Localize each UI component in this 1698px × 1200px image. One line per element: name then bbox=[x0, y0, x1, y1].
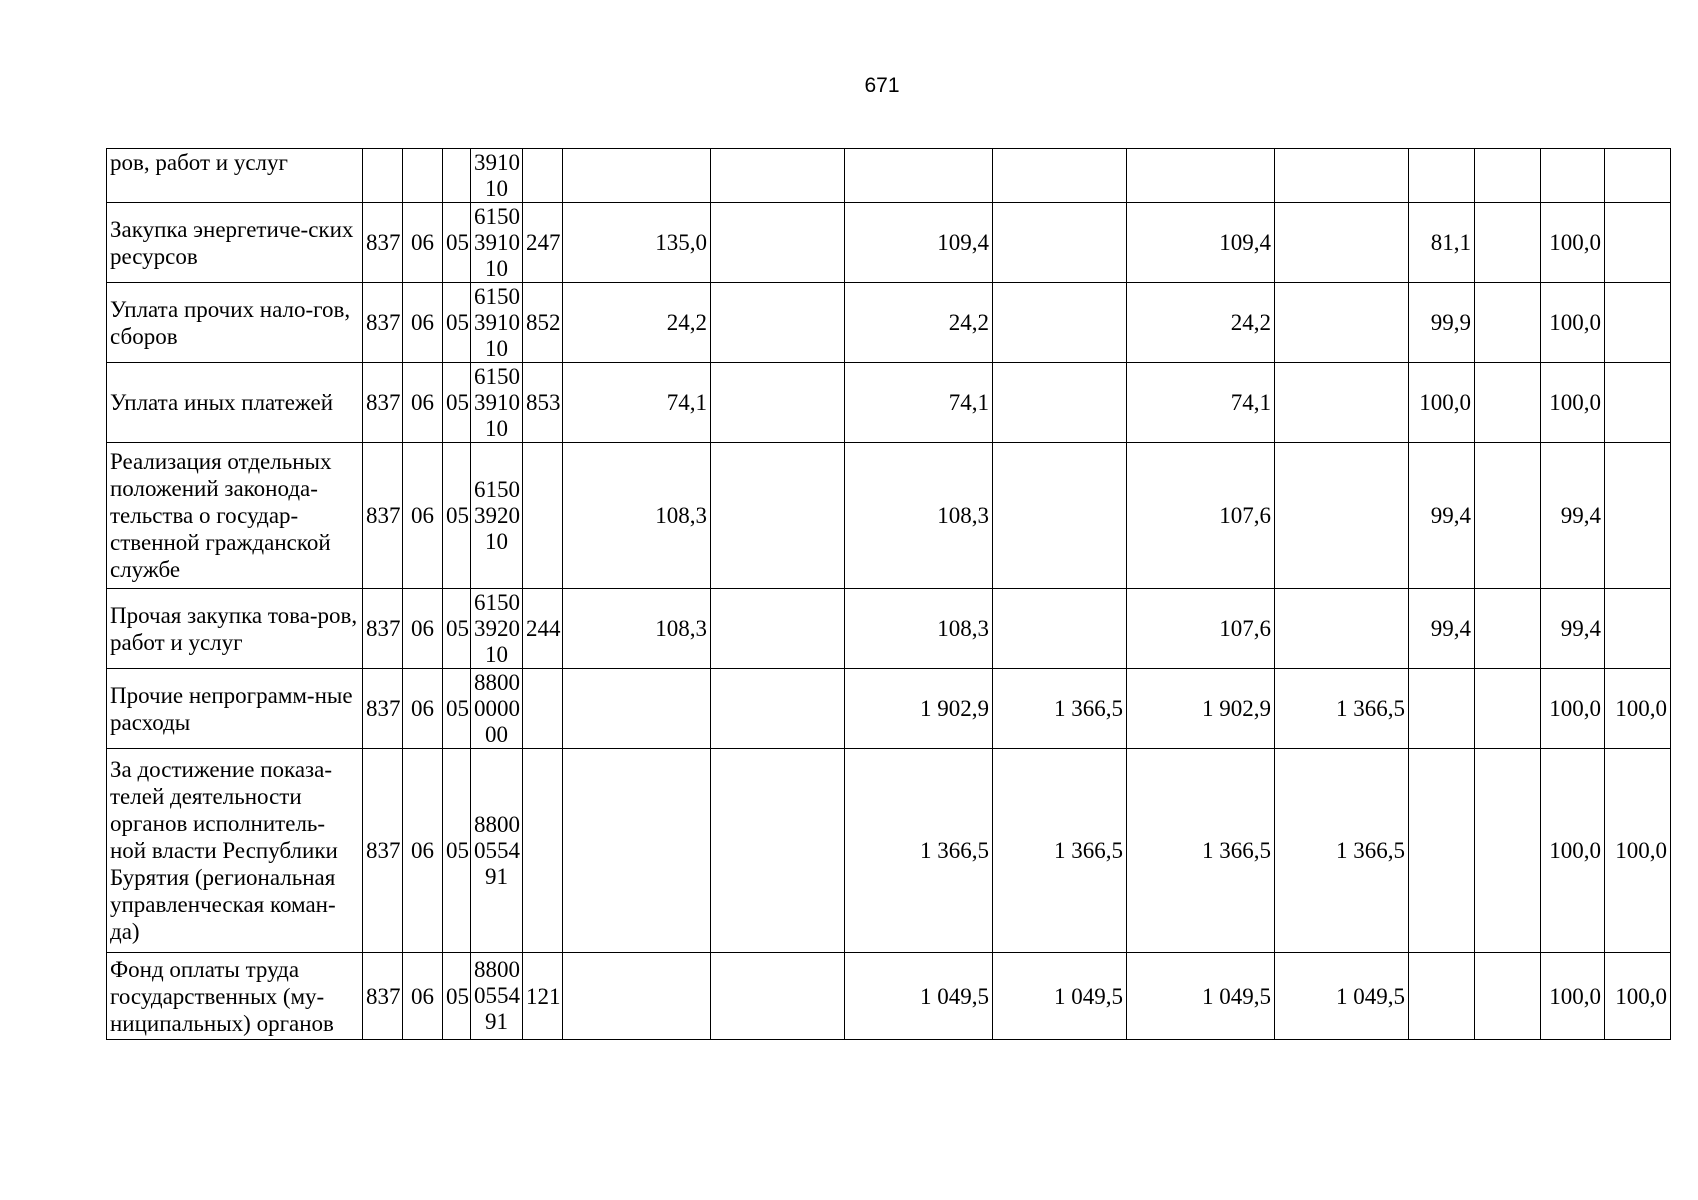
value-cell-v3 bbox=[845, 149, 993, 203]
section-code: 06 bbox=[403, 203, 443, 283]
target-article-code-part: 10 bbox=[485, 175, 508, 201]
target-article-code-part: 6150 bbox=[474, 283, 520, 309]
subsection-code: 05 bbox=[443, 363, 471, 443]
value-cell-v10: 100,0 bbox=[1605, 749, 1671, 953]
value-cell-v4: 1 366,5 bbox=[993, 749, 1127, 953]
target-article-code-part: 10 bbox=[485, 255, 508, 281]
value-cell-v9: 99,4 bbox=[1541, 589, 1605, 669]
value-cell-v7: 100,0 bbox=[1409, 363, 1475, 443]
target-article-code-part: 00 bbox=[485, 721, 508, 747]
value-cell-v7 bbox=[1409, 149, 1475, 203]
value-cell-v10: 100,0 bbox=[1605, 953, 1671, 1040]
row-name: Прочая закупка това-ров, работ и услуг bbox=[107, 589, 363, 669]
value-cell-v4 bbox=[993, 589, 1127, 669]
table-row bbox=[107, 283, 1671, 363]
target-article-code-part: 10 bbox=[485, 641, 508, 667]
table-row bbox=[107, 589, 1671, 669]
value-cell-v8 bbox=[1475, 203, 1541, 283]
grbs-code: 837 bbox=[363, 363, 403, 443]
value-cell-v1: 108,3 bbox=[563, 589, 711, 669]
expense-type-code: 852 bbox=[523, 283, 563, 363]
value-cell-v2 bbox=[711, 953, 845, 1040]
target-article-code-part: 3910 bbox=[474, 389, 520, 415]
target-article-code bbox=[471, 953, 523, 1040]
value-cell-v9: 100,0 bbox=[1541, 669, 1605, 749]
grbs-code: 837 bbox=[363, 669, 403, 749]
budget-table bbox=[106, 148, 1671, 1040]
grbs-code: 837 bbox=[363, 953, 403, 1040]
section-code: 06 bbox=[403, 363, 443, 443]
section-code: 06 bbox=[403, 283, 443, 363]
page-number: 671 bbox=[864, 74, 900, 97]
target-article-code-part: 10 bbox=[485, 528, 508, 554]
row-name: Уплата прочих нало-гов, сборов bbox=[107, 283, 363, 363]
target-article-code bbox=[471, 283, 523, 363]
value-cell-v1 bbox=[563, 749, 711, 953]
value-cell-v6: 1 049,5 bbox=[1275, 953, 1409, 1040]
row-name: Закупка энергетиче-ских ресурсов bbox=[107, 203, 363, 283]
value-cell-v6 bbox=[1275, 443, 1409, 589]
grbs-code: 837 bbox=[363, 443, 403, 589]
target-article-code-part: 10 bbox=[485, 335, 508, 361]
value-cell-v8 bbox=[1475, 149, 1541, 203]
value-cell-v5: 1 366,5 bbox=[1127, 749, 1275, 953]
value-cell-v3: 108,3 bbox=[845, 589, 993, 669]
value-cell-v10 bbox=[1605, 443, 1671, 589]
value-cell-v7: 99,9 bbox=[1409, 283, 1475, 363]
value-cell-v8 bbox=[1475, 363, 1541, 443]
value-cell-v4: 1 366,5 bbox=[993, 669, 1127, 749]
row-name: Реализация отдельных положений законода-тельства о государ-ственной гражданской службе bbox=[107, 443, 363, 589]
value-cell-v5: 109,4 bbox=[1127, 203, 1275, 283]
target-article-code-part: 6150 bbox=[474, 589, 520, 615]
value-cell-v2 bbox=[711, 749, 845, 953]
value-cell-v2 bbox=[711, 669, 845, 749]
value-cell-v8 bbox=[1475, 749, 1541, 953]
value-cell-v4: 1 049,5 bbox=[993, 953, 1127, 1040]
value-cell-v5: 1 902,9 bbox=[1127, 669, 1275, 749]
value-cell-v3: 1 902,9 bbox=[845, 669, 993, 749]
target-article-code-part: 8800 bbox=[474, 811, 520, 837]
target-article-code bbox=[471, 669, 523, 749]
subsection-code: 05 bbox=[443, 443, 471, 589]
subsection-code: 05 bbox=[443, 203, 471, 283]
row-name: ров, работ и услуг bbox=[107, 149, 363, 203]
table-row bbox=[107, 203, 1671, 283]
target-article-code-part: 6150 bbox=[474, 203, 520, 229]
expense-type-code: 244 bbox=[523, 589, 563, 669]
target-article-code-part: 0554 bbox=[474, 983, 520, 1008]
target-article-code-part: 8800 bbox=[474, 669, 520, 695]
value-cell-v2 bbox=[711, 283, 845, 363]
section-code: 06 bbox=[403, 669, 443, 749]
value-cell-v10 bbox=[1605, 203, 1671, 283]
value-cell-v8 bbox=[1475, 589, 1541, 669]
value-cell-v7: 99,4 bbox=[1409, 443, 1475, 589]
grbs-code: 837 bbox=[363, 589, 403, 669]
expense-type-code: 247 bbox=[523, 203, 563, 283]
value-cell-v2 bbox=[711, 203, 845, 283]
value-cell-v5: 24,2 bbox=[1127, 283, 1275, 363]
value-cell-v8 bbox=[1475, 283, 1541, 363]
row-name: Фонд оплаты труда государственных (му-ниципальных) органов bbox=[107, 953, 363, 1040]
value-cell-v1 bbox=[563, 669, 711, 749]
value-cell-v3: 24,2 bbox=[845, 283, 993, 363]
value-cell-v6 bbox=[1275, 589, 1409, 669]
table-row bbox=[107, 149, 1671, 203]
grbs-code: 837 bbox=[363, 203, 403, 283]
subsection-code: 05 bbox=[443, 669, 471, 749]
value-cell-v5: 107,6 bbox=[1127, 443, 1275, 589]
value-cell-v3: 109,4 bbox=[845, 203, 993, 283]
value-cell-v8 bbox=[1475, 443, 1541, 589]
value-cell-v9 bbox=[1541, 149, 1605, 203]
value-cell-v5 bbox=[1127, 149, 1275, 203]
table-row bbox=[107, 749, 1671, 953]
value-cell-v4 bbox=[993, 203, 1127, 283]
value-cell-v7: 99,4 bbox=[1409, 589, 1475, 669]
value-cell-v2 bbox=[711, 149, 845, 203]
value-cell-v4 bbox=[993, 363, 1127, 443]
table-row bbox=[107, 953, 1671, 1040]
expense-type-code bbox=[523, 443, 563, 589]
target-article-code-part: 91 bbox=[485, 1009, 508, 1034]
value-cell-v6: 1 366,5 bbox=[1275, 749, 1409, 953]
grbs-code bbox=[363, 149, 403, 203]
expense-type-code bbox=[523, 149, 563, 203]
expense-type-code: 121 bbox=[523, 953, 563, 1040]
target-article-code-part: 0000 bbox=[474, 695, 520, 721]
value-cell-v9: 100,0 bbox=[1541, 749, 1605, 953]
value-cell-v9: 99,4 bbox=[1541, 443, 1605, 589]
subsection-code: 05 bbox=[443, 283, 471, 363]
subsection-code bbox=[443, 149, 471, 203]
value-cell-v5: 1 049,5 bbox=[1127, 953, 1275, 1040]
row-name: Уплата иных платежей bbox=[107, 363, 363, 443]
value-cell-v9: 100,0 bbox=[1541, 283, 1605, 363]
grbs-code: 837 bbox=[363, 283, 403, 363]
value-cell-v2 bbox=[711, 443, 845, 589]
target-article-code bbox=[471, 149, 523, 203]
value-cell-v6 bbox=[1275, 149, 1409, 203]
value-cell-v4 bbox=[993, 283, 1127, 363]
target-article-code bbox=[471, 203, 523, 283]
target-article-code bbox=[471, 749, 523, 953]
value-cell-v2 bbox=[711, 363, 845, 443]
row-name: За достижение показа-телей деятельности органов исполнитель-ной власти Республики Бурятия (региональная управленческая коман-да) bbox=[107, 749, 363, 953]
value-cell-v9: 100,0 bbox=[1541, 953, 1605, 1040]
value-cell-v7: 81,1 bbox=[1409, 203, 1475, 283]
value-cell-v8 bbox=[1475, 669, 1541, 749]
value-cell-v2 bbox=[711, 589, 845, 669]
value-cell-v9: 100,0 bbox=[1541, 363, 1605, 443]
section-code: 06 bbox=[403, 443, 443, 589]
value-cell-v10 bbox=[1605, 283, 1671, 363]
value-cell-v1: 135,0 bbox=[563, 203, 711, 283]
value-cell-v6 bbox=[1275, 363, 1409, 443]
value-cell-v6: 1 366,5 bbox=[1275, 669, 1409, 749]
target-article-code-part: 6150 bbox=[474, 476, 520, 502]
target-article-code-part: 3920 bbox=[474, 615, 520, 641]
value-cell-v6 bbox=[1275, 283, 1409, 363]
expense-type-code bbox=[523, 749, 563, 953]
value-cell-v10 bbox=[1605, 589, 1671, 669]
subsection-code: 05 bbox=[443, 749, 471, 953]
value-cell-v3: 74,1 bbox=[845, 363, 993, 443]
table-row bbox=[107, 363, 1671, 443]
section-code: 06 bbox=[403, 953, 443, 1040]
expense-type-code: 853 bbox=[523, 363, 563, 443]
value-cell-v10: 100,0 bbox=[1605, 669, 1671, 749]
value-cell-v6 bbox=[1275, 203, 1409, 283]
target-article-code bbox=[471, 363, 523, 443]
value-cell-v5: 107,6 bbox=[1127, 589, 1275, 669]
target-article-code-part: 8800 bbox=[474, 957, 520, 982]
target-article-code-part: 6150 bbox=[474, 363, 520, 389]
value-cell-v7 bbox=[1409, 953, 1475, 1040]
target-article-code-part: 3920 bbox=[474, 502, 520, 528]
section-code bbox=[403, 149, 443, 203]
value-cell-v4 bbox=[993, 149, 1127, 203]
value-cell-v1 bbox=[563, 953, 711, 1040]
value-cell-v8 bbox=[1475, 953, 1541, 1040]
value-cell-v1: 74,1 bbox=[563, 363, 711, 443]
value-cell-v10 bbox=[1605, 149, 1671, 203]
value-cell-v10 bbox=[1605, 363, 1671, 443]
value-cell-v7 bbox=[1409, 669, 1475, 749]
value-cell-v3: 1 366,5 bbox=[845, 749, 993, 953]
table-row bbox=[107, 443, 1671, 589]
table-row bbox=[107, 669, 1671, 749]
value-cell-v1: 24,2 bbox=[563, 283, 711, 363]
target-article-code-part: 91 bbox=[485, 863, 508, 889]
value-cell-v7 bbox=[1409, 749, 1475, 953]
target-article-code bbox=[471, 589, 523, 669]
expense-type-code bbox=[523, 669, 563, 749]
grbs-code: 837 bbox=[363, 749, 403, 953]
value-cell-v4 bbox=[993, 443, 1127, 589]
value-cell-v1: 108,3 bbox=[563, 443, 711, 589]
target-article-code-part: 0554 bbox=[474, 837, 520, 863]
target-article-code-part: 3910 bbox=[474, 309, 520, 335]
value-cell-v9: 100,0 bbox=[1541, 203, 1605, 283]
target-article-code-part: 3910 bbox=[474, 229, 520, 255]
subsection-code: 05 bbox=[443, 589, 471, 669]
target-article-code-part: 10 bbox=[485, 415, 508, 441]
section-code: 06 bbox=[403, 589, 443, 669]
section-code: 06 bbox=[403, 749, 443, 953]
row-name: Прочие непрограмм-ные расходы bbox=[107, 669, 363, 749]
target-article-code bbox=[471, 443, 523, 589]
table-body bbox=[107, 149, 1671, 1040]
subsection-code: 05 bbox=[443, 953, 471, 1040]
value-cell-v3: 1 049,5 bbox=[845, 953, 993, 1040]
value-cell-v5: 74,1 bbox=[1127, 363, 1275, 443]
target-article-code-part: 3910 bbox=[474, 149, 520, 175]
value-cell-v3: 108,3 bbox=[845, 443, 993, 589]
value-cell-v1 bbox=[563, 149, 711, 203]
